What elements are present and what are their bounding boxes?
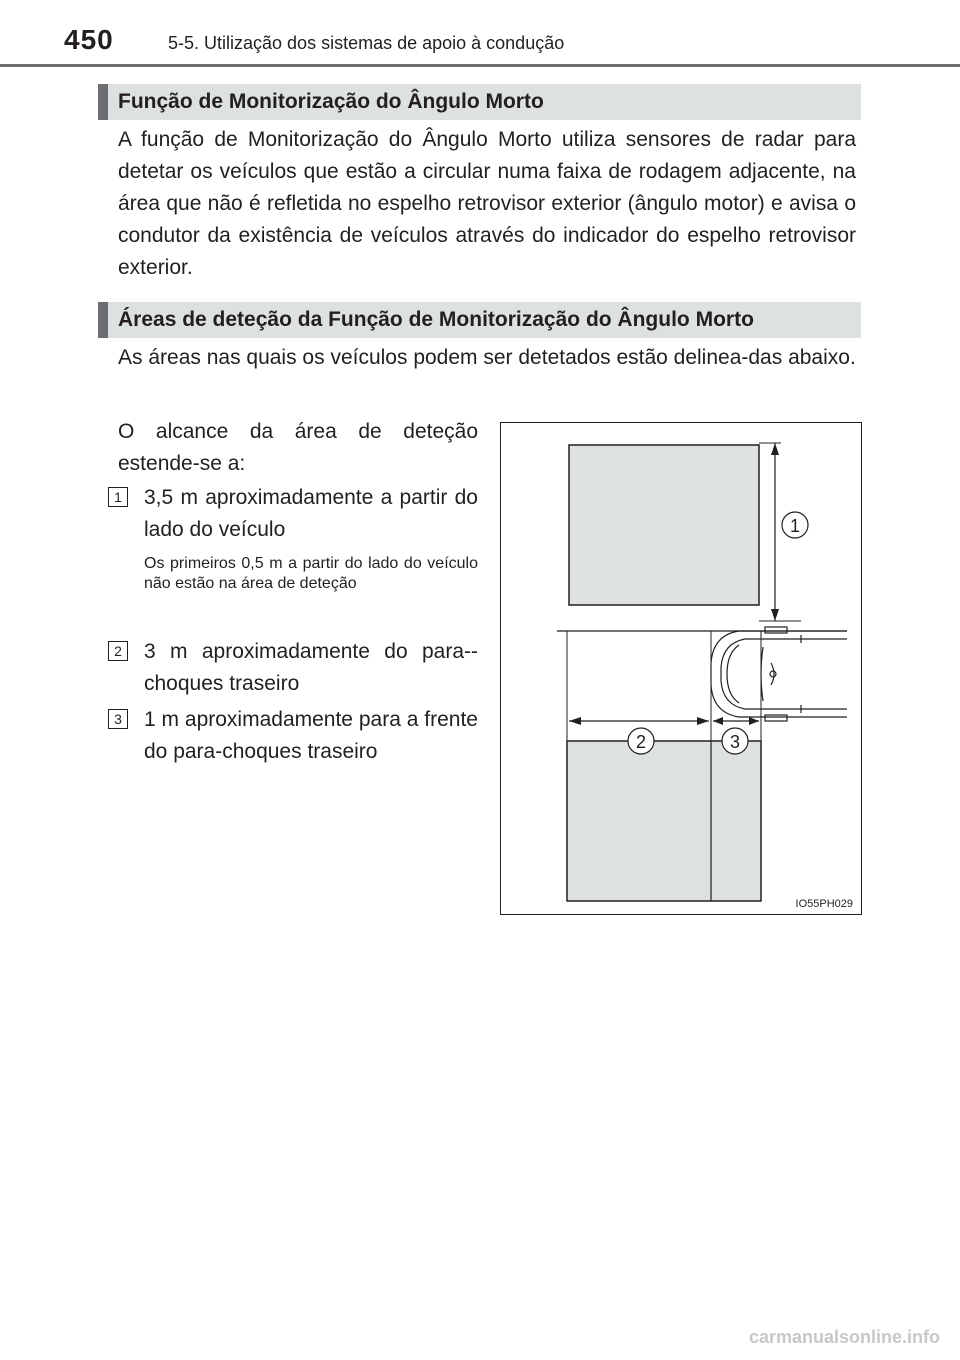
header-rule bbox=[0, 64, 960, 67]
section-title-blind-spot: Função de Monitorização do Ângulo Morto bbox=[98, 84, 861, 120]
list-item bbox=[108, 704, 478, 768]
callout-2-label: 2 bbox=[635, 732, 647, 752]
list-item bbox=[108, 482, 478, 594]
detection-area-diagram bbox=[500, 422, 862, 915]
page-number: 450 bbox=[64, 24, 114, 55]
diagram-svg bbox=[501, 423, 863, 916]
watermark: carmanualsonline.info bbox=[748, 1327, 940, 1347]
car-outline-icon bbox=[711, 627, 847, 721]
callout-1-label: 1 bbox=[789, 516, 801, 536]
rear-detection-zone bbox=[567, 741, 761, 901]
item-text: 3,5 m aproximadamente a partir do lado do veículo bbox=[144, 486, 478, 541]
side-detection-zone bbox=[569, 445, 759, 605]
item-number-1: 1 bbox=[108, 487, 128, 507]
section-body-blind-spot: A função de Monitorização do Ângulo Morto utiliza sensores de radar para detetar os veículos que estão a circular numa faixa de rodagem adjacente, na área que não é refletida no espelho retrovisor exterior (ângulo motor) e avisa o condutor da existência de veículos através do indicador do espelho retrovisor exterior. bbox=[118, 128, 856, 279]
item-text: 3 m aproximadamente do para--choques traseiro bbox=[144, 640, 478, 695]
item-text: 1 m aproximadamente para a frente do para-choques traseiro bbox=[144, 708, 478, 763]
list-item bbox=[108, 636, 478, 700]
detection-areas-intro: As áreas nas quais os veículos podem ser detetados estão delinea-das abaixo. bbox=[118, 346, 856, 369]
running-header: 5-5. Utilização dos sistemas de apoio à condução bbox=[168, 33, 565, 53]
item-number-3: 3 bbox=[108, 709, 128, 729]
item-number-2: 2 bbox=[108, 641, 128, 661]
callout-3-label: 3 bbox=[729, 732, 741, 752]
range-intro: O alcance da área de deteção estende-se a: bbox=[118, 420, 478, 475]
section-title-detection-areas: Áreas de deteção da Função de Monitorização do Ângulo Morto bbox=[98, 302, 861, 338]
item-note: Os primeiros 0,5 m a partir do lado do veículo não estão na área de deteção bbox=[144, 555, 478, 592]
figure-code: IO55PH029 bbox=[795, 898, 853, 910]
